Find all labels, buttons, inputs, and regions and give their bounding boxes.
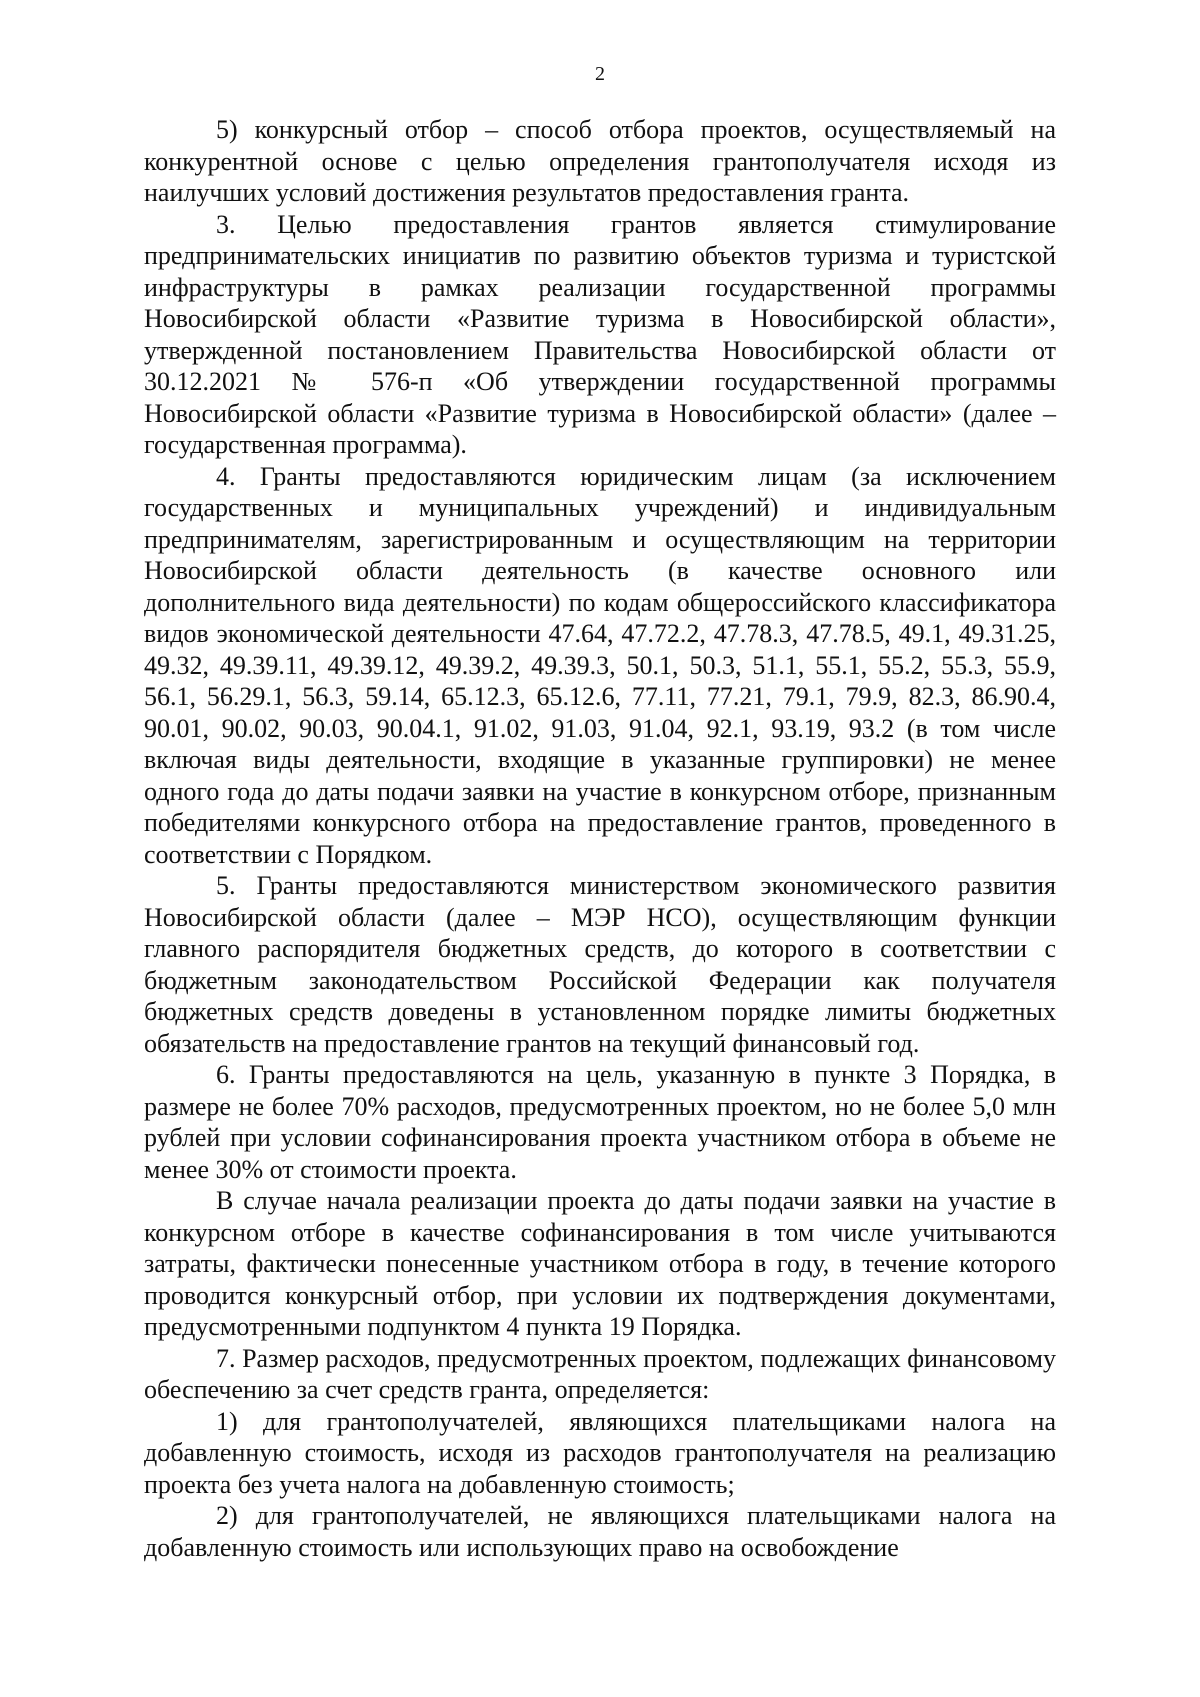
paragraph-ministry: 5. Гранты предоставляются министерством экономического развития Новосибирской области (далее – МЭР НСО), осуществляющим функции главного распорядителя бюджетных средств, до которого в соответствии с бюджетным законодательством Российской Федерации как получателя бюджетных средств доведены в установленном порядке лимиты бюджетных обязательств на предоставление грантов на текущий финансовый год. [144, 871, 1056, 1058]
document-body [144, 114, 1056, 1563]
page-number: 2 [595, 63, 605, 85]
paragraph-cofinancing: В случае начала реализации проекта до даты подачи заявки на участие в конкурсном отборе в качестве софинансирования в том числе учитываются затраты, фактически понесенные участником отбора в году, в течение которого проводится конкурсный отбор, при условии их подтверждения документами, предусмотренными подпунктом 4 пункта 19 Порядка. [144, 1186, 1056, 1341]
paragraph-purpose: 3. Целью предоставления грантов является стимулирование предпринимательских инициатив по развитию объектов туризма и туристской инфраструктуры в рамках реализации государственной программы Новосибирской области «Развитие туризма в Новосибирской области», утвержденной постановлением Правительства Новосибирской области от 30.12.2021 № 576-п «Об утверждении государственной программы Новосибирской области «Развитие туризма в Новосибирской области» (далее – государственная программа). [144, 209, 1056, 459]
paragraph-expense-size: 7. Размер расходов, предусмотренных проектом, подлежащих финансовому обеспечению за счет средств гранта, определяется: [144, 1343, 1056, 1404]
paragraph-recipients: 4. Гранты предоставляются юридическим лицам (за исключением государственных и муниципальных учреждений) и индивидуальным предпринимателям, зарегистрированным и осуществляющим на территории Новосибирской области деятельность (в качестве основного или дополнительного вида деятельности) по кодам общероссийского классификатора видов экономической деятельности 47.64, 47.72.2, 47.78.3, 47.78.5, 49.1, 49.31.25, 49.32, 49.39.11, 49.39.12, 49.39.2, 49.39.3, 50.1, 50.3, 51.1, 55.1, 55.2, 55.3, 55.9, 56.1, 56.29.1, 56.3, 59.14, 65.12.3, 65.12.6, 77.11, 77.21, 79.1, 79.9, 82.3, 86.90.4, 90.01, 90.02, 90.03, 90.04.1, 91.02, 91.03, 91.04, 92.1, 93.19, 93.2 (в том числе включая виды деятельности, входящие в указанные группировки) не менее одного года до даты подачи заявки на участие в конкурсном отборе, признанным победителями конкурсного отбора на предоставление грантов, проведенного в соответствии с Порядком. [144, 461, 1056, 869]
paragraph-non-vat-payers: 2) для грантополучателей, не являющихся плательщиками налога на добавленную стоимость или использующих право на освобождение [144, 1501, 1056, 1562]
paragraph-competitive-selection: 5) конкурсный отбор – способ отбора проектов, осуществляемый на конкурентной основе с целью определения грантополучателя исходя из наилучших условий достижения результатов предоставления гранта. [144, 115, 1056, 207]
paragraph-grant-amount: 6. Гранты предоставляются на цель, указанную в пункте 3 Порядка, в размере не более 70% расходов, предусмотренных проектом, но не более 5,0 млн рублей при условии софинансирования проекта участником отбора в объеме не менее 30% от стоимости проекта. [144, 1060, 1056, 1184]
paragraph-vat-payers: 1) для грантополучателей, являющихся плательщиками налога на добавленную стоимость, исходя из расходов грантополучателя на реализацию проекта без учета налога на добавленную стоимость; [144, 1406, 1056, 1499]
